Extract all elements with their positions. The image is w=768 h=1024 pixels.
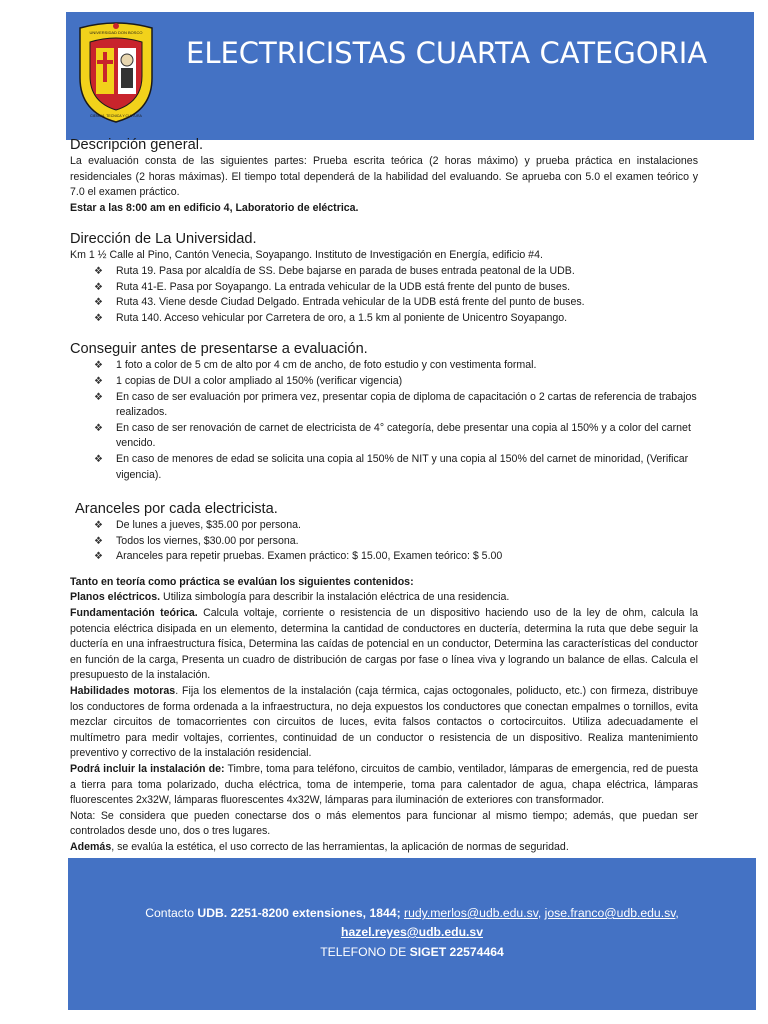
nota-paragraph: Nota: Se considera que pueden conectarse dos o más elementos para funcionar al mismo tiempo; además, que puedan ser controlados desde uno, dos o tres lugares. [70,809,698,838]
list-item: ❖ Todos los viernes, $30.00 por persona. [70,534,698,550]
logo-motto: CIENCIA, TECNICA Y CULTURA [90,114,142,118]
diamond-bullet-icon: ❖ [94,422,103,434]
email-link-jose[interactable]: jose.franco@udb.edu.sv [544,906,676,920]
ademas-paragraph: Además, se evalúa la estética, el uso correcto de las herramientas, la aplicación de normas de seguridad. [70,840,569,853]
list-item: ❖ Ruta 19. Pasa por alcaldía de SS. Debe bajarse en parada de buses entrada peatonal de la UDB. [70,264,698,280]
list-item: ❖ De lunes a jueves, $35.00 por persona. [70,518,698,534]
fundamentacion-paragraph: Fundamentación teórica. Calcula voltaje, corriente o resistencia de un dispositivo haciendo uso de la ley de ohm, calcula la potencia eléctrica disipada en un elemento, determina la cantidad de conductores en ductería, determina la ruta que debe seguir la ductería en una infraestructura física, Determina las caídas de potencial en un conductor, Determina las características del conductor en función de la carga, Presenta un cuadro de distribución de cargas por fase o línea viva y logrando un balance de ellas. Calcula el presupuesto de la instalación. [70,607,698,682]
podra-paragraph: Podrá incluir la instalación de: Timbre, toma para teléfono, circuitos de cambio, ventilador, lámparas de emergencia, red de puesta a tierra para toma polarizado, ducha eléctrica, toma de intemperie, toma para calentador de agua, chapa eléctrica, lámparas fluorescentes 2x32W, lámparas fluorescentes 4x32W, lámparas para iluminación de exteriores con transformador. [70,763,698,807]
logo-name: UNIVERSIDAD DON BOSCO [89,30,143,35]
telefono-line: TELEFONO DE SIGET 22574464 [320,945,504,959]
diamond-bullet-icon: ❖ [94,312,103,324]
list-item: ❖ Ruta 140. Acceso vehicular por Carretera de oro, a 1.5 km al poniente de Unicentro Soyapango. [70,311,698,327]
list-item: ❖ Aranceles para repetir pruebas. Examen práctico: $ 15.00, Examen teórico: $ 5.00 [70,549,698,565]
list-item: ❖ En caso de ser evaluación por primera vez, presentar copia de diploma de capacitación o 2 cartas de referencia de trabajos realizados. [94,390,697,419]
list-item: ❖ En caso de ser renovación de carnet de electricista de 4° categoría, debe presentar una copia al 150% y a color del carnet vencido. [94,421,691,450]
contenidos-section [70,575,698,856]
section-heading-conseguir: Conseguir antes de presentarse a evaluación. [70,341,368,358]
page-title: ELECTRICISTAS CUARTA CATEGORIA [186,36,708,70]
contenidos-intro: Tanto en teoría como práctica se evalúan los siguientes contenidos: [70,575,414,588]
list-item: ❖ Ruta 43. Viene desde Ciudad Delgado. Entrada vehicular de la UDB está frente del punto de buses. [70,295,698,311]
habilidades-paragraph: Habilidades motoras. Fija los elementos de la instalación (caja térmica, cajas octogonales, poliducto, etc.) con firmeza, distribuye los conductores de forma ordenada a la infraestructura, no deja expuestos los conductores que conectan empalmes o tornillos, evita mezclar circuitos de tomacorrientes con circuitos de luces, evita falsos contactos o cortocircuitos. Utiliza adecuadamente el multímetro para medir voltajes, corrientes, continuidad de un conductor o resistencia de un dispositivo. Realiza mantenimiento preventivo y correctivo de la instalación residencial. [70,685,699,760]
descripcion-bold-note: Estar a las 8:00 am en edificio 4, Laboratorio de eléctrica. [70,201,359,214]
diamond-bullet-icon: ❖ [94,297,103,309]
diamond-bullet-icon: ❖ [94,281,103,293]
conseguir-list [70,358,698,483]
document-body [70,136,698,856]
email-link-hazel[interactable]: hazel.reyes@udb.edu.sv [341,925,483,939]
diamond-bullet-icon: ❖ [94,360,103,372]
footer-banner [68,858,756,1010]
diamond-bullet-icon: ❖ [94,551,103,563]
diamond-bullet-icon: ❖ [94,375,103,387]
planos-paragraph: Planos eléctricos. Utiliza simbología para describir la instalación eléctrica de una residencia. [70,591,510,604]
aranceles-list [70,518,698,565]
diamond-bullet-icon: ❖ [94,535,103,547]
contact-line: Contacto UDB. 2251-8200 extensiones, 1844; rudy.merlos@udb.edu.sv, jose.franco@udb.edu.sv, [145,906,679,920]
direccion-list [70,264,698,326]
diamond-bullet-icon: ❖ [94,453,103,465]
section-heading-descripcion: Descripción general. [70,137,204,153]
contact-line-2 [68,925,756,939]
diamond-bullet-icon: ❖ [94,520,103,532]
list-item: ❖ Ruta 41-E. Pasa por Soyapango. La entrada vehicular de la UDB está frente del punto de buses. [70,280,698,296]
list-item: ❖ 1 foto a color de 5 cm de alto por 4 cm de ancho, de foto estudio y con vestimenta formal. [70,358,698,374]
list-item: ❖ En caso de menores de edad se solicita una copia al 150% de NIT y una copia al 150% del carnet de minoridad, (Verificar vigencia). [94,452,689,481]
university-logo [74,20,158,124]
section-heading-direccion: Dirección de La Universidad. [70,231,257,248]
email-link-rudy[interactable]: rudy.merlos@udb.edu.sv [404,906,538,920]
list-item: ❖ 1 copias de DUI a color ampliado al 150% (verificar vigencia) [70,374,698,390]
header-banner [66,12,754,140]
diamond-bullet-icon: ❖ [94,391,103,403]
section-heading-aranceles: Aranceles por cada electricista. [75,501,278,518]
direccion-text: Km 1 ½ Calle al Pino, Cantón Venecia, Soyapango. Instituto de Investigación en Energía, edificio #4. [70,249,543,262]
descripcion-text: La evaluación consta de las siguientes partes: Prueba escrita teórica (2 horas máximo) y prueba práctica en instalaciones residenciales (2 horas máximas). El tiempo total dependerá de la habilidad del evaluando. Se aprueba con 5.0 el examen teórico y 7.0 el examen práctico. [70,155,698,199]
diamond-bullet-icon: ❖ [94,265,103,277]
